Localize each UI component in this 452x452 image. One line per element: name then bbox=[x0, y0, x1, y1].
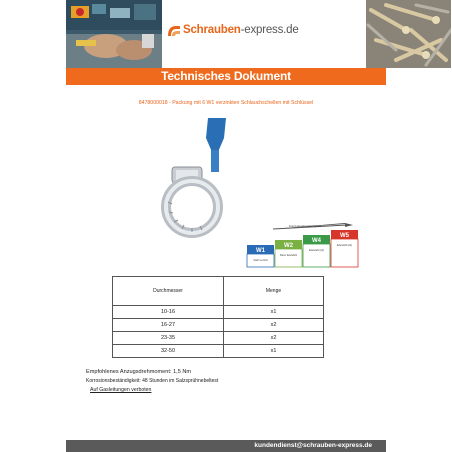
title-banner bbox=[66, 68, 386, 85]
column-header-diameter: Durchmesser bbox=[113, 277, 224, 306]
table-row bbox=[113, 306, 324, 319]
hose-clamp-image bbox=[150, 112, 250, 247]
corrosion-class-caption: Stahl verzinkt bbox=[253, 259, 268, 262]
header-photo-workshop bbox=[66, 0, 162, 68]
corrosion-resistance-chart bbox=[245, 223, 363, 271]
quantity-cell: x1 bbox=[224, 306, 324, 319]
table-row bbox=[113, 345, 324, 358]
corrosion-class-w2 bbox=[275, 240, 302, 267]
corrosion-class-label: W2 bbox=[284, 243, 293, 249]
corrosion-class-label: W4 bbox=[312, 238, 321, 244]
document-title: Technisches Dokument bbox=[161, 69, 291, 83]
corrosion-note: Korrosionsbeständigkeit: 48 Stunden im Salzsprühnebeltest bbox=[86, 378, 219, 384]
diameter-cell: 32-50 bbox=[113, 345, 224, 358]
brand-name-main: Schrauben bbox=[183, 24, 241, 36]
corrosion-arrow-label: Korrosionsbeständigkeit bbox=[289, 224, 322, 228]
corrosion-class-w4 bbox=[303, 235, 330, 267]
footer-bar bbox=[66, 440, 386, 452]
corrosion-class-w5 bbox=[331, 230, 358, 267]
brand-logo[interactable] bbox=[166, 20, 366, 46]
table-row bbox=[113, 319, 324, 332]
brand-name bbox=[183, 24, 299, 36]
corrosion-class-label: W1 bbox=[256, 248, 265, 254]
table-header-row bbox=[113, 277, 324, 306]
diameter-cell: 10-16 bbox=[113, 306, 224, 319]
header bbox=[66, 0, 386, 68]
quantity-cell: x2 bbox=[224, 332, 324, 345]
gas-line-warning-link[interactable]: Auf Gasleitungen verboten bbox=[90, 387, 152, 393]
table-row bbox=[113, 332, 324, 345]
support-email-link[interactable]: kundendienst@schrauben-express.de bbox=[254, 441, 372, 449]
brand-name-suffix: -express.de bbox=[240, 24, 299, 36]
corrosion-class-label: W5 bbox=[340, 233, 349, 239]
logo-mark-icon bbox=[166, 23, 182, 39]
quantity-cell: x1 bbox=[224, 345, 324, 358]
column-header-quantity: Menge bbox=[224, 277, 324, 306]
torque-note: Empfohlenes Anzugsdrehmoment: 1,5 Nm bbox=[86, 369, 192, 375]
diameter-cell: 23-35 bbox=[113, 332, 224, 345]
header-photo-screws bbox=[366, 0, 451, 68]
corrosion-class-caption: Edelstahl (A4) bbox=[336, 244, 353, 247]
corrosion-class-w1 bbox=[247, 245, 274, 267]
size-quantity-table bbox=[112, 276, 324, 358]
corrosion-class-caption: Band: Edelstahl bbox=[280, 254, 297, 257]
product-description: 8478000018 - Packung mit 6 W1 verzinkten Schlauchschellen mit Schlüssel bbox=[138, 100, 314, 106]
quantity-cell: x2 bbox=[224, 319, 324, 332]
diameter-cell: 16-27 bbox=[113, 319, 224, 332]
corrosion-class-caption: Edelstahl (A2) bbox=[308, 249, 325, 252]
